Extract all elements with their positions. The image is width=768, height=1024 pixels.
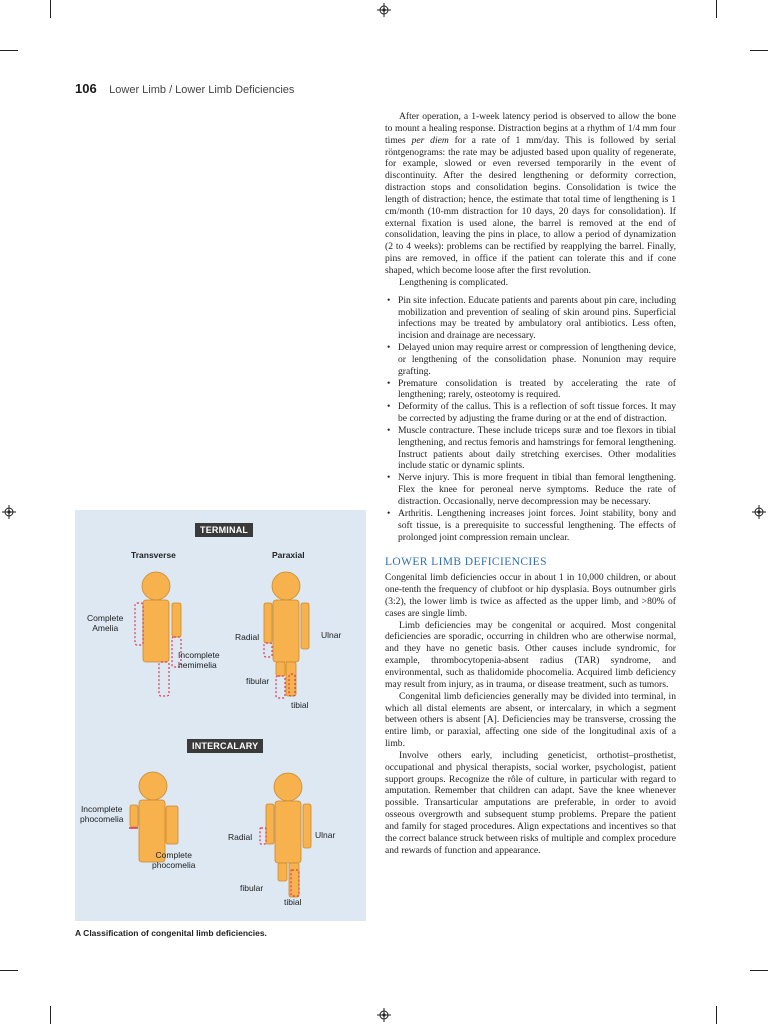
paragraph: Congenital limb deficiencies occur in about 1 in 10,000 children, or about one-tenth the frequency of clubfoot or hip dysplasia. Boys outnumber girls (3:2), the lower limb is twice as affected as the upper limb, and >80% of cases are single limb. (385, 572, 676, 619)
crop-mark (50, 1006, 51, 1024)
registration-mark-icon (377, 3, 391, 17)
crop-mark (750, 970, 768, 971)
running-title: Lower Limb / Lower Limb Deficiencies (109, 84, 295, 96)
complete-phocomelia-label: Complete phocomelia (152, 850, 196, 870)
incomplete-hemimelia-label: Incomplete hemimelia (178, 650, 220, 670)
running-header (75, 80, 294, 98)
transverse-label: Transverse (131, 550, 176, 560)
paragraph: After operation, a 1-week latency period is observed to allow the bone to mount a healing response. Distraction begins at a rhythm of 1/4 mm four times per diem for a rate of 1 mm/day. This is followed by serial röntgenograms: the rate may be adjusted based upon quality of regenerate, for example, slowed or even reversed temporarily in the event of discontinuity. After the desired lengthening or deformity correction, distraction stops and consolidation begins. Consolidation is twice the length of distraction; hence, the estimate that total time of lengthening is 1 cm/month (10-mm distraction for 10 days, 20 days for consolidation). If external fixation is used alone, the barrel is removed at the end of consolidation, leaving the pins in place, to allow a period of dynamization (2 to 4 weeks): problems can be rectified by reapplying the barrel. Finally, pins are removed, in office if the patient can tolerate this and if cone shaped, which become loose after the first revolution. (385, 111, 677, 276)
intercalary-label: INTERCALARY (187, 739, 263, 753)
ulnar-label: Ulnar (315, 830, 336, 840)
tibial-label: tibial (284, 897, 302, 907)
figure-limb-deficiencies (75, 510, 366, 921)
list-item: • Premature consolidation is treated by accelerating the rate of lengthening; rarely, osteotomy is required. (385, 378, 676, 402)
list-item: • Muscle contracture. These include triceps suræ and toe flexors in tibial lengthening, and rectus femoris and hamstrings for femoral lengthening. Instruct patients about daily stretching exercises. Other modalities include static or dynamic splints. (385, 425, 676, 472)
fibular-label: fibular (240, 883, 264, 893)
figure-caption: A Classification of congenital limb deficiencies. (75, 928, 267, 938)
crop-mark (50, 0, 51, 18)
section-heading: LOWER LIMB DEFICIENCIES (385, 556, 547, 569)
complete-amelia-label: Complete Amelia (87, 613, 124, 633)
list-item: • Nerve injury. This is more frequent in tibial than femoral lengthening. Flex the knee for peroneal nerve symptoms. Reduce the rate of distraction. Occasionally, nerve decompression may be necessary. (385, 472, 676, 508)
list-item: • Deformity of the callus. This is a reflection of soft tissue forces. It may be corrected by adjusting the frame during or at the end of distraction. (385, 401, 676, 425)
complications-list (385, 295, 676, 544)
radial-label: Radial (228, 832, 253, 842)
terminal-label: TERMINAL (195, 523, 253, 537)
tibial-label: tibial (291, 700, 309, 710)
incomplete-phocomelia-label: Incomplete phocomelia (80, 804, 124, 824)
crop-mark (0, 50, 18, 51)
figure-illustration (75, 510, 366, 921)
crop-mark (716, 0, 717, 18)
paragraph: Involve others early, including geneticist, orthotist–prosthetist, occupational and physical therapists, social worker, psychologist, patient support groups. Recognize the rôle of culture, in particular with regard to amputation. Remember that children can adapt. Save the knee whenever possible. Transarticular amputations are preferable, in order to avoid osseous overgrowth and subsequent stump problems. Prepare the patient and family for staged procedures. Align expectations and incentives so that the correct balance struck between risks of multiple and complex procedure and rewards of function and appearance. (385, 749, 676, 856)
ulnar-label: Ulnar (321, 630, 342, 640)
registration-mark-icon (377, 1008, 391, 1022)
page-number: 106 (75, 81, 97, 96)
text-column (385, 111, 676, 856)
registration-mark-icon (2, 505, 16, 519)
paragraph: Limb deficiencies may be congenital or acquired. Most congenital deficiencies are sporadic, occurring in children who are otherwise normal, and they have no genetic basis. Other causes include syndromic, for example, thrombocytopenia-absent radius (TAR) syndrome, and environmental, such as thalidomide phocomelia. Acquired limb deficiency may result from injury, as in trauma, or disease treatment, such as tumors. (385, 619, 676, 690)
crop-mark (716, 1006, 717, 1024)
registration-mark-icon (752, 505, 766, 519)
crop-mark (0, 970, 18, 971)
crop-mark (750, 50, 768, 51)
list-item: • Delayed union may require arrest or compression of lengthening device, or lengthening of the consolidation phase. Nonunion may require grafting. (385, 342, 676, 378)
paragraph: Lengthening is complicated. (399, 276, 508, 288)
list-item: • Pin site infection. Educate patients and parents about pin care, including mobilization and prevention of sealing of skin around pins. Superficial infections may be treated by ambulatory oral antibiotics. Less often, incision and drainage are necessary. (385, 295, 676, 342)
list-item: • Arthritis. Lengthening increases joint forces. Joint stability, bony and soft tissue, is a prerequisite to successful lengthening. The effects of prolonged joint compression remain unclear. (385, 508, 676, 544)
fibular-label: fibular (246, 676, 270, 686)
paraxial-label: Paraxial (272, 550, 305, 560)
paragraph: Congenital limb deficiencies generally may be divided into terminal, in which all distal elements are absent, or intercalary, in which a segment between others is absent [A]. Deficiencies may be transverse, crossing the entire limb, or paraxial, affecting one side of the longitudinal axis of a limb. (385, 690, 676, 750)
radial-label: Radial (235, 632, 260, 642)
